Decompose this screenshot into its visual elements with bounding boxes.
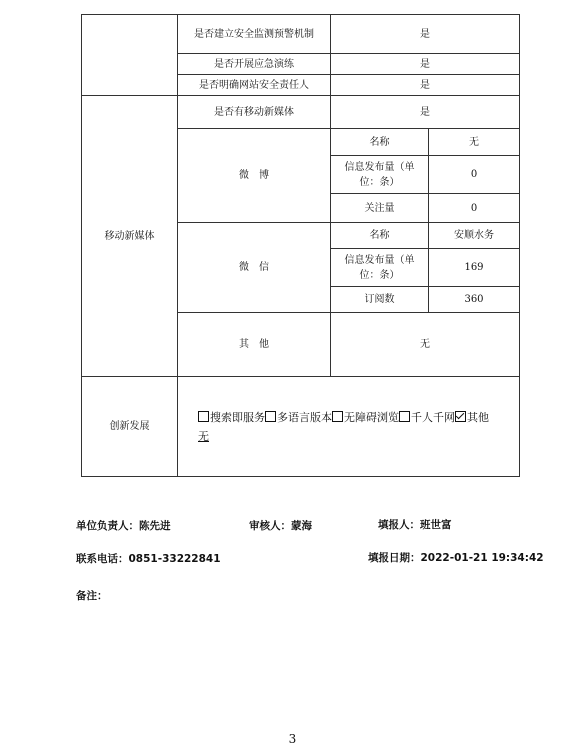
weibo-posts-label: 信息发布量（单位：条） xyxy=(331,156,429,194)
wechat-name-label: 名称 xyxy=(331,223,429,249)
wechat-posts-value: 169 xyxy=(429,249,520,287)
date-value: 2022-01-21 19:34:42 xyxy=(420,552,544,564)
wechat-subscribers-value: 360 xyxy=(429,287,520,313)
innovation-options xyxy=(178,377,520,477)
responsible-label: 是否明确网站安全责任人 xyxy=(178,75,331,96)
wechat-subscribers-label: 订阅数 xyxy=(331,287,429,313)
monitoring-value: 是 xyxy=(331,15,520,54)
checkbox-unchecked[interactable] xyxy=(265,411,276,422)
wechat-name-value: 安顺水务 xyxy=(429,223,520,249)
date-label: 填报日期： xyxy=(368,552,421,564)
fill-date xyxy=(368,550,544,565)
checkbox-unchecked[interactable] xyxy=(399,411,410,422)
monitoring-label: 是否建立安全监测预警机制 xyxy=(178,15,331,54)
phone-label: 联系电话： xyxy=(76,553,129,565)
wechat-posts-label: 信息发布量（单位：条） xyxy=(331,249,429,287)
innovation-option[interactable]: 多语言版本 xyxy=(265,411,332,424)
other-media-value: 无 xyxy=(331,313,520,377)
responsible-value: 是 xyxy=(331,75,520,96)
remarks xyxy=(76,588,108,603)
weibo-followers-label: 关注量 xyxy=(331,194,429,223)
reviewer-label: 审核人： xyxy=(249,520,291,532)
unit-head-value: 陈先进 xyxy=(139,520,171,532)
filler-value: 班世富 xyxy=(420,519,452,531)
unit-head-label: 单位负责人： xyxy=(76,520,139,532)
weibo-name-value: 无 xyxy=(429,129,520,156)
reviewer xyxy=(249,518,312,533)
weibo-followers-value: 0 xyxy=(429,194,520,223)
drill-value: 是 xyxy=(331,54,520,75)
innovation-option[interactable]: 无障碍浏览 xyxy=(332,411,399,424)
report-table xyxy=(81,14,520,477)
remarks-label: 备注： xyxy=(76,590,108,602)
page-number: 3 xyxy=(288,732,297,746)
phone-value: 0851-33222841 xyxy=(128,553,221,565)
weibo-name-label: 名称 xyxy=(331,129,429,156)
contact-phone xyxy=(76,551,221,566)
innovation-option[interactable]: 其他 xyxy=(455,411,489,424)
weibo-label: 微 博 xyxy=(178,129,331,223)
has-media-value: 是 xyxy=(331,96,520,129)
filler-label: 填报人： xyxy=(378,519,420,531)
filler xyxy=(378,517,452,532)
checkbox-unchecked[interactable] xyxy=(332,411,343,422)
reviewer-value: 蒙海 xyxy=(291,520,312,532)
unit-head xyxy=(76,518,171,533)
mobile-media-section-label: 移动新媒体 xyxy=(82,96,178,377)
wechat-label: 微 信 xyxy=(178,223,331,313)
drill-label: 是否开展应急演练 xyxy=(178,54,331,75)
innovation-option[interactable]: 搜索即服务 xyxy=(198,411,265,424)
checkbox-unchecked[interactable] xyxy=(198,411,209,422)
checkbox-checked[interactable] xyxy=(455,411,466,422)
innovation-label: 创新发展 xyxy=(82,377,178,477)
innovation-option[interactable]: 千人千网 xyxy=(399,411,455,424)
has-media-label: 是否有移动新媒体 xyxy=(178,96,331,129)
other-media-label: 其 他 xyxy=(178,313,331,377)
innovation-other-text: 无 xyxy=(198,429,209,443)
weibo-posts-value: 0 xyxy=(429,156,520,194)
security-section-cell xyxy=(82,15,178,96)
